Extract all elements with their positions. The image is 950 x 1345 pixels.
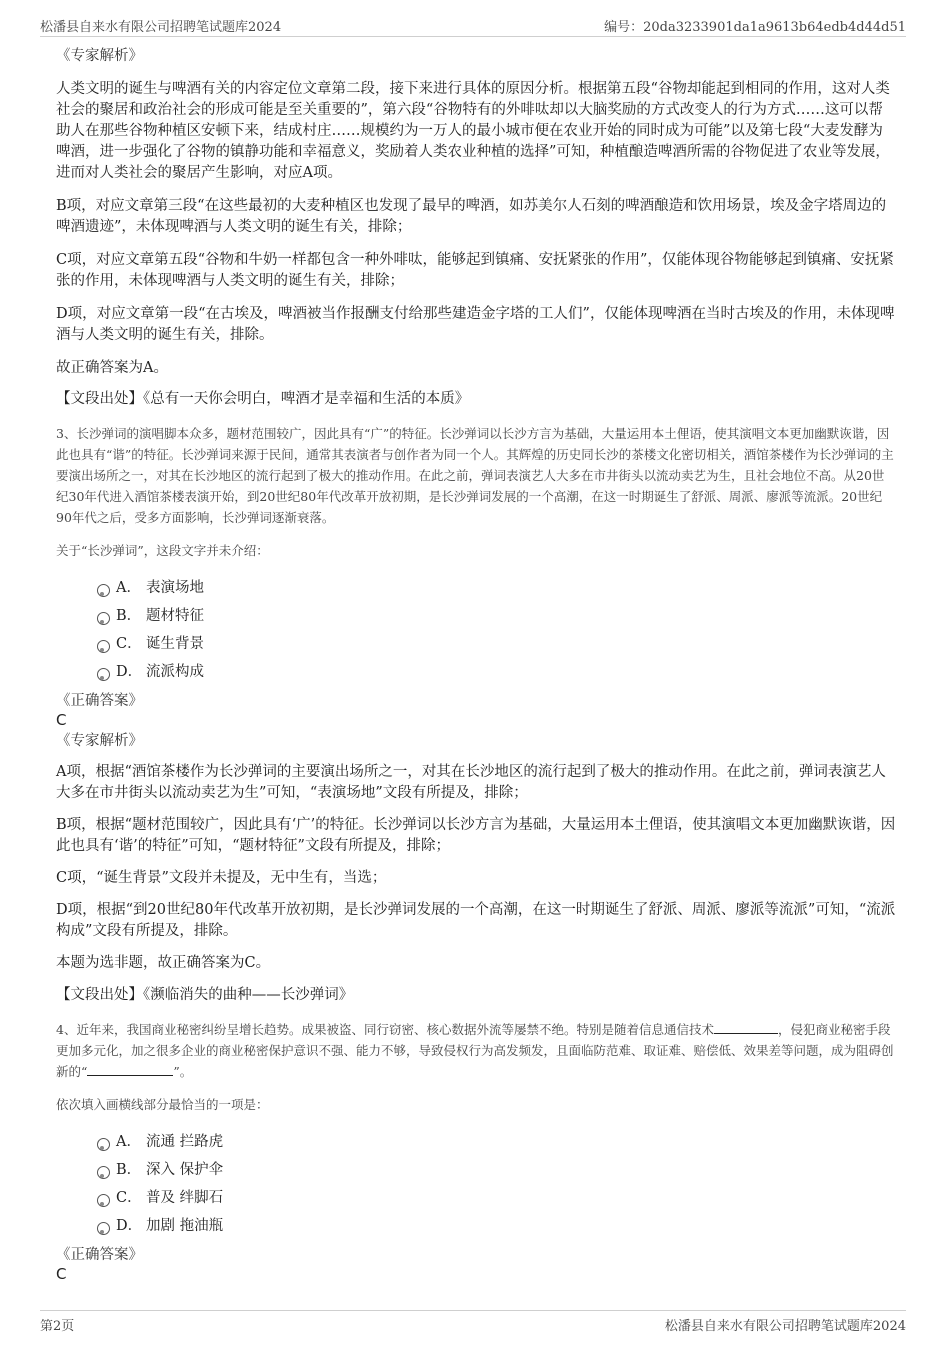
radio-icon[interactable] bbox=[97, 1194, 110, 1207]
correct-answer-value: C bbox=[56, 1265, 67, 1283]
option-c[interactable]: C． 诞生背景 bbox=[56, 630, 896, 658]
radio-icon[interactable] bbox=[97, 640, 110, 653]
radio-icon[interactable] bbox=[97, 584, 110, 597]
radio-icon[interactable] bbox=[97, 1138, 110, 1151]
question-3-passage: 3、长沙弹词的演唱脚本众多，题材范围较广，因此具有“广”的特征。长沙弹词以长沙方言为基础，大量运用本土俚语，使其演唱文本更加幽默诙谐，因此也具有“谐”的特征。长沙弹词来源于民间，通常其表演者与创作者为同一个人。其辉煌的历史同长沙的茶楼文化密切相关，酒馆茶楼作为长沙弹词的主要演出场所之一，对其在长沙地区的流行起到了极大的推动作用。在此之前，弹词表演艺人大多在市井街头以流动卖艺为生，且社会地位不高。从20世纪30年代进入酒馆茶楼表演开始，到20世纪80年代改革开放初期，是长沙弹词发展的一个高潮，在这一时期诞生了舒派、周派、廖派等流派。20世纪90年代之后，受多方面影响，长沙弹词逐渐衰落。 bbox=[56, 426, 894, 525]
option-b[interactable]: B． 题材特征 bbox=[56, 602, 896, 630]
question-4-stem: 依次填入画横线部分最恰当的一项是： bbox=[56, 1097, 269, 1112]
analysis-paragraph: B项，对应文章第三段“在这些最初的大麦种植区也发现了最早的啤酒，如苏美尔人石刻的啤酒酿造和饮用场景，埃及金字塔周边的啤酒遗迹”，未体现啤酒与人类文明的诞生有关，排除； bbox=[56, 198, 887, 235]
header-title: 松潘县自来水有限公司招聘笔试题库2024 bbox=[40, 20, 282, 35]
analysis-paragraph: D项，根据“到20世纪80年代改革开放初期，是长沙弹词发展的一个高潮，在这一时期诞生了舒派、周派、廖派等流派”可知，“流派构成”文段有所提及，排除。 bbox=[56, 902, 896, 939]
header-serial-number: 编号：20da3233901da1a9613b64edb4d44d51 bbox=[604, 20, 906, 35]
question-4-passage: 4、近年来，我国商业秘密纠纷呈增长趋势。成果被盗、同行窃密、核心数据外流等屡禁不绝。特别是随着信息通信技术 ，侵犯商业秘密手段更加多元化，加之很多企业的商业秘密保护意识不强、能力不够，导致侵权行为高发频发，且面临防范难、取证难、赔偿低、效果差等问题，成为阻碍创新的“ ”。 bbox=[56, 1022, 894, 1079]
analysis-paragraph: B项，根据“题材范围较广，因此具有‘广’的特征。长沙弹词以长沙方言为基础，大量运用本土俚语，使其演唱文本更加幽默诙谐，因此也具有‘谐’的特征”可知，“题材特征”文段有所提及，排除； bbox=[56, 817, 896, 854]
question-3-stem: 关于“长沙弹词”，这段文字并未介绍： bbox=[56, 543, 269, 558]
analysis-paragraph: D项，对应文章第一段“在古埃及，啤酒被当作报酬支付给那些建造金字塔的工人们”，仅能体现啤酒在当时古埃及的作用，未体现啤酒与人类文明的诞生有关，排除。 bbox=[56, 306, 895, 343]
page-number: 第2页 bbox=[40, 1319, 75, 1334]
option-d[interactable]: D． 流派构成 bbox=[56, 658, 896, 686]
fill-blank-1 bbox=[714, 1021, 778, 1034]
analysis-paragraph: A项，根据“酒馆茶楼作为长沙弹词的主要演出场所之一，对其在长沙地区的流行起到了极大的推动作用。在此之前，弹词表演艺人大多在市井街头以流动卖艺为生”可知，“表演场地”文段有所提及，排除； bbox=[56, 764, 886, 801]
source-citation: 【文段出处】《濒临消失的曲种——长沙弹词》 bbox=[56, 987, 354, 1003]
option-c[interactable]: C． 普及 绊脚石 bbox=[56, 1184, 896, 1212]
radio-icon[interactable] bbox=[97, 1166, 110, 1179]
option-d[interactable]: D． 加剧 拖油瓶 bbox=[56, 1212, 896, 1240]
analysis-paragraph: C项，“诞生背景”文段并未提及，无中生有，当选； bbox=[56, 870, 387, 886]
correct-answer-label: 《正确答案》 bbox=[56, 1247, 143, 1263]
page-footer bbox=[40, 1310, 906, 1335]
correct-answer-label: 《正确答案》 bbox=[56, 693, 143, 709]
correct-answer-value: C bbox=[56, 711, 67, 729]
expert-analysis-label: 《专家解析》 bbox=[56, 733, 143, 749]
expert-analysis-label: 《专家解析》 bbox=[56, 48, 143, 64]
analysis-paragraph: 人类文明的诞生与啤酒有关的内容定位文章第二段，接下来进行具体的原因分析。根据第五段“谷物却能起到相同的作用，这对人类社会的聚居和政治社会的形成可能是至关重要的”，第六段“谷物特有的外啡呔却以大脑奖励的方式改变人的行为方式……这可以帮助人在那些谷物种植区安顿下来，结成村庄……规模约为一万人的最小城市便在农业开始的同时成为可能”以及第七段“大麦发酵为啤酒，进一步强化了谷物的镇静功能和幸福意义，奖励着人类农业种植的选择”可知，种植酿造啤酒所需的谷物促进了农业等发展，进而对人类社会的聚居产生影响，对应A项。 bbox=[56, 81, 890, 181]
option-a[interactable]: A． 表演场地 bbox=[56, 574, 896, 602]
source-citation: 【文段出处】《总有一天你会明白，啤酒才是幸福和生活的本质》 bbox=[56, 391, 470, 407]
analysis-paragraph: C项，对应文章第五段“谷物和牛奶一样都包含一种外啡呔，能够起到镇痛、安抚紧张的作用”，仅能体现谷物能够起到镇痛、安抚紧张的作用，未体现啤酒与人类文明的诞生有关，排除； bbox=[56, 252, 894, 289]
radio-icon[interactable] bbox=[97, 668, 110, 681]
option-a[interactable]: A． 流通 拦路虎 bbox=[56, 1128, 896, 1156]
fill-blank-2 bbox=[87, 1063, 173, 1076]
footer-title: 松潘县自来水有限公司招聘笔试题库2024 bbox=[664, 1319, 906, 1334]
radio-icon[interactable] bbox=[97, 612, 110, 625]
option-b[interactable]: B． 深入 保护伞 bbox=[56, 1156, 896, 1184]
question-4-options bbox=[56, 1128, 896, 1240]
question-3-options bbox=[56, 574, 896, 686]
page-content bbox=[56, 46, 896, 1283]
answer-conclusion: 本题为选非题，故正确答案为C。 bbox=[56, 955, 271, 971]
page-header bbox=[40, 14, 906, 37]
answer-conclusion: 故正确答案为A。 bbox=[56, 360, 168, 376]
radio-icon[interactable] bbox=[97, 1222, 110, 1235]
